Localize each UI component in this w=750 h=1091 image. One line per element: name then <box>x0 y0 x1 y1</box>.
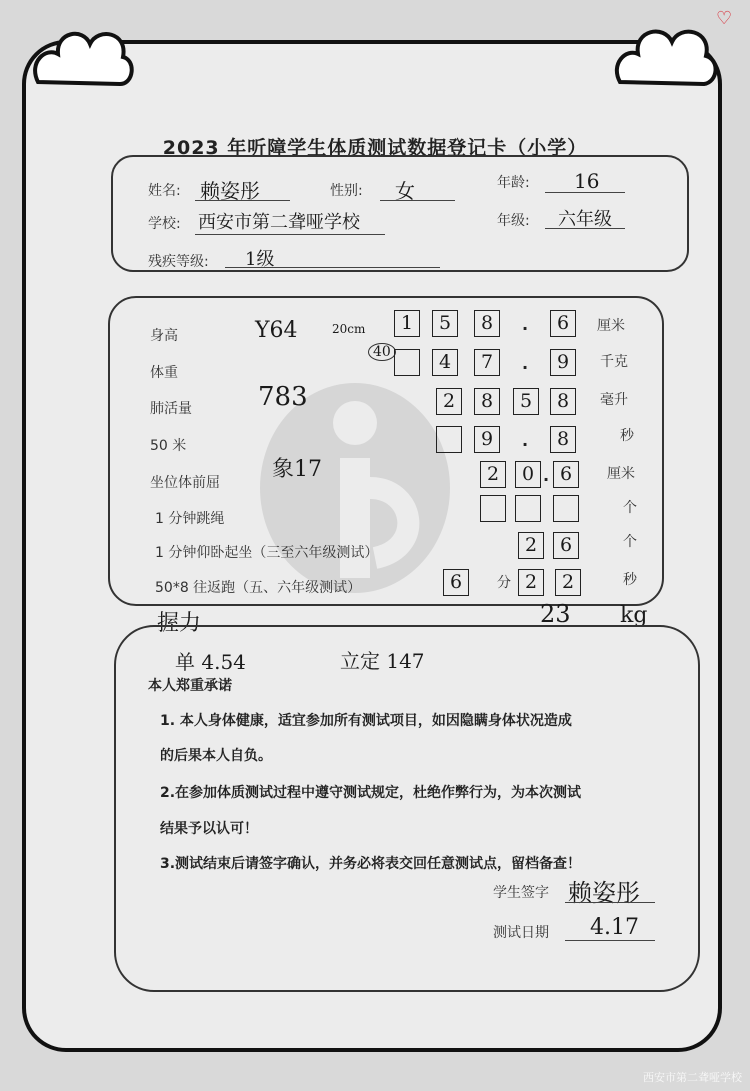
height-unit: 厘米 <box>597 318 625 334</box>
cloud-decoration-right <box>608 18 728 92</box>
shuttle-min-unit: 分 <box>497 575 511 591</box>
shuttle-unit: 秒 <box>623 572 637 588</box>
watermark-text: 西安市第二聋哑学校 <box>643 1071 742 1084</box>
run50-digit-3: 8 <box>550 426 576 453</box>
date-label: 测试日期 <box>493 925 549 941</box>
pledge-line-1b: 的后果本人自负。 <box>160 748 272 764</box>
sit-reach-digit-1: 2 <box>480 461 506 488</box>
heart-icon: ♡ <box>716 8 733 29</box>
pledge-line-3: 3.测试结束后请签字确认，并务必将表交回任意测试点，留档备查！ <box>160 856 582 872</box>
sign-value: 赖姿彤 <box>568 879 640 907</box>
grip-label: 握力 <box>157 611 202 636</box>
weight-digit-1 <box>394 349 420 376</box>
rope-label: 1 分钟跳绳 <box>155 511 225 527</box>
run50-unit: 秒 <box>620 428 634 444</box>
age-label: 年龄: <box>497 175 530 191</box>
name-label: 姓名: <box>148 183 181 199</box>
lung-digit-4: 8 <box>550 388 576 415</box>
height-note2: 20cm <box>332 322 366 336</box>
rope-digit-3 <box>553 495 579 522</box>
school-label: 学校: <box>148 216 181 232</box>
sit-reach-note: 象17 <box>272 457 322 482</box>
grip-unit: kg <box>620 603 648 628</box>
weight-label: 体重 <box>150 365 178 381</box>
height-digit-3: 8 <box>474 310 500 337</box>
weight-digit-2: 4 <box>432 349 458 376</box>
rope-digit-2 <box>515 495 541 522</box>
lung-label: 肺活量 <box>150 401 192 417</box>
lung-note: 783 <box>258 382 308 412</box>
height-note3: 40 <box>368 343 396 361</box>
height-decimal-dot: . <box>522 315 529 334</box>
pledge-line-2: 2.在参加体质测试过程中遵守测试规定，杜绝作弊行为，为本次测试 <box>160 785 582 801</box>
height-label: 身高 <box>150 328 178 344</box>
lung-digit-1: 2 <box>436 388 462 415</box>
page-title: 2023 年听障学生体质测试数据登记卡（小学） <box>162 137 588 159</box>
height-digit-1: 1 <box>394 310 420 337</box>
pledge-line-2b: 结果予以认可！ <box>160 821 258 837</box>
sit-reach-digit-2: 0 <box>515 461 541 488</box>
weight-digit-4: 9 <box>550 349 576 376</box>
disability-value: 1级 <box>245 249 275 270</box>
situp-unit: 个 <box>623 534 637 550</box>
pledge-title: 本人郑重承诺 <box>148 678 232 694</box>
cloud-decoration-left <box>28 22 138 92</box>
weight-digit-3: 7 <box>474 349 500 376</box>
height-digit-4: 6 <box>550 310 576 337</box>
shuttle-sec-2: 2 <box>555 569 581 596</box>
date-value: 4.17 <box>590 915 639 940</box>
gender-label: 性别: <box>330 183 363 199</box>
run50-label: 50 米 <box>150 438 187 454</box>
run50-digit-2: 9 <box>474 426 500 453</box>
disability-label: 残疾等级: <box>148 254 209 270</box>
extra-note-b: 立定 147 <box>340 649 425 673</box>
grade-label: 年级: <box>497 213 530 229</box>
shuttle-minutes: 6 <box>443 569 469 596</box>
name-value: 赖姿彤 <box>200 179 260 203</box>
lung-unit: 毫升 <box>600 392 628 408</box>
pledge-line-1: 1. 本人身体健康，适宜参加所有测试项目，如因隐瞒身体状况造成 <box>160 713 572 729</box>
weight-unit: 千克 <box>600 354 628 370</box>
sit-reach-unit: 厘米 <box>607 466 635 482</box>
age-value: 16 <box>574 169 600 193</box>
sit-reach-label: 坐位体前屈 <box>150 475 220 491</box>
school-value: 西安市第二聋哑学校 <box>198 212 360 233</box>
shuttle-sec-1: 2 <box>518 569 544 596</box>
lung-digit-3: 5 <box>513 388 539 415</box>
sit-reach-digit-3: 6 <box>553 461 579 488</box>
height-note: Y64 <box>255 318 298 343</box>
grade-value: 六年级 <box>558 209 612 230</box>
lung-digit-2: 8 <box>474 388 500 415</box>
situp-label: 1 分钟仰卧起坐（三至六年级测试） <box>155 545 379 561</box>
sit-reach-decimal-dot: . <box>543 466 550 485</box>
weight-decimal-dot: . <box>522 354 529 373</box>
run50-digit-1 <box>436 426 462 453</box>
rope-unit: 个 <box>623 500 637 516</box>
shuttle-label: 50*8 往返跑（五、六年级测试） <box>155 580 362 596</box>
extra-note-a: 单 4.54 <box>175 650 246 674</box>
sign-label: 学生签字 <box>493 885 549 901</box>
run50-decimal-dot: . <box>522 431 529 450</box>
rope-digit-1 <box>480 495 506 522</box>
grip-value: 23 <box>540 600 571 628</box>
situp-digit-1: 2 <box>518 532 544 559</box>
gender-value: 女 <box>395 179 415 203</box>
situp-digit-2: 6 <box>553 532 579 559</box>
height-digit-2: 5 <box>432 310 458 337</box>
